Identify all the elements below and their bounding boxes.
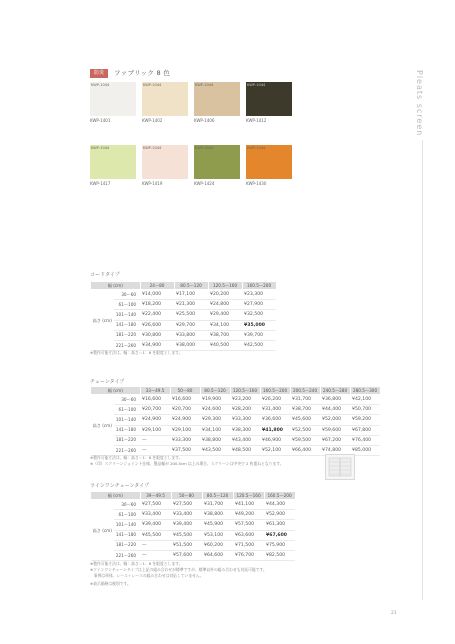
swatch-code: KWP-1406 (194, 118, 215, 123)
price-cell: — (140, 540, 171, 550)
price-cell: ¥29,100 (170, 425, 200, 435)
width-column-header: 240.5〜280 (320, 387, 350, 395)
price-cell: ¥29,100 (140, 425, 170, 435)
price-cell: ¥26,200 (260, 395, 290, 405)
price-cell: ¥39,700 (242, 330, 276, 340)
fabric-swatch (142, 82, 188, 123)
price-cell: ¥27,900 (242, 300, 276, 310)
cord-note: ※製作可能寸法は、幅：高さ＝1：6 を限度とします。 (90, 350, 183, 355)
fabric-swatch (90, 82, 136, 123)
price-cell: ¥49,200 (233, 510, 264, 520)
price-cell: ¥41,800 (260, 425, 290, 435)
height-range: 101〜140 (114, 415, 140, 425)
price-cell: ¥24,800 (208, 300, 242, 310)
price-cell: ¥52,000 (320, 415, 350, 425)
table-row (91, 300, 277, 310)
table-row (91, 510, 296, 520)
price-cell: ¥76,700 (233, 550, 264, 560)
table-row (91, 330, 277, 340)
price-cell: ¥31,700 (290, 395, 320, 405)
swatch-top-code: KWP-1044 (143, 83, 162, 87)
price-cell: ¥42,500 (242, 340, 276, 350)
price-cell: ¥42,100 (350, 395, 380, 405)
swatch-top-code: KWP-1044 (143, 146, 162, 150)
price-cell: ¥36,600 (260, 415, 290, 425)
swatch-top-code: KWP-1044 (195, 83, 214, 87)
swatch-top-code: KWP-1044 (91, 83, 110, 87)
price-cell: ¥57,500 (233, 520, 264, 530)
chain-note-2: ※（印）スクリーンジョイント仕様、製品幅が 200.5cm 以上の場合、スクリーンは中央で 2 枚重ねとなります。 (90, 461, 284, 466)
swatch-code: KWP-1419 (142, 181, 163, 186)
price-cell: ¥51,500 (171, 540, 202, 550)
price-cell: ¥29,700 (174, 320, 208, 330)
price-cell: ¥53,100 (202, 530, 233, 540)
height-range: 181〜220 (114, 435, 140, 445)
width-column-header: 50〜80 (170, 387, 200, 395)
fire-retardant-tag: 防炎 (90, 69, 108, 78)
price-cell: — (140, 435, 170, 445)
fabric-swatch (142, 145, 188, 186)
price-cell: ¥32,500 (242, 310, 276, 320)
height-range: 30〜60 (114, 395, 140, 405)
height-range: 101〜140 (114, 520, 140, 530)
price-cell: ¥16,600 (140, 395, 170, 405)
price-cell: ¥34,100 (200, 425, 230, 435)
screen-joint-diagram (325, 454, 355, 480)
price-cell: ¥16,600 (170, 395, 200, 405)
price-cell: ¥59,200 (350, 415, 380, 425)
table-row (91, 405, 381, 415)
price-cell: ¥30,800 (140, 330, 174, 340)
height-label: 高さ (cm) (91, 500, 114, 561)
price-cell: ¥67,600 (264, 530, 295, 540)
table-row (91, 320, 277, 330)
price-cell: ¥66,400 (290, 445, 320, 455)
fabric-swatch (246, 145, 292, 186)
price-cell: ¥38,000 (174, 340, 208, 350)
width-column-header: 120.5〜160 (208, 282, 242, 290)
table-row (91, 290, 277, 300)
price-cell: ¥45,600 (290, 415, 320, 425)
height-label: 高さ (cm) (91, 290, 114, 351)
side-divider (422, 140, 423, 600)
price-cell: ¥24,900 (170, 415, 200, 425)
height-range: 141〜180 (114, 320, 140, 330)
price-cell: ¥24,600 (200, 405, 230, 415)
width-column-header: 80.5〜120 (200, 387, 230, 395)
price-cell: ¥28,200 (230, 405, 260, 415)
table-row (91, 530, 296, 540)
width-column-header: 39〜49.5 (140, 492, 171, 500)
table-row (91, 310, 277, 320)
twin-note-4: ※表示価格は税別です。 (90, 581, 131, 586)
height-range: 181〜220 (114, 540, 140, 550)
price-cell: ¥38,800 (202, 510, 233, 520)
price-cell: ¥45,900 (202, 520, 233, 530)
height-range: 61〜100 (114, 510, 140, 520)
price-cell: ¥45,500 (171, 530, 202, 540)
width-column-header: 160.5〜200 (264, 492, 295, 500)
height-range: 141〜180 (114, 425, 140, 435)
swatch-code: KWP-1412 (246, 118, 267, 123)
swatch-code: KWP-1417 (90, 181, 111, 186)
price-cell: ¥45,500 (140, 530, 171, 540)
price-cell: ¥22,400 (140, 310, 174, 320)
price-cell: ¥67,200 (320, 435, 350, 445)
price-cell: ¥29,300 (200, 415, 230, 425)
price-cell: ¥14,000 (140, 290, 174, 300)
price-cell: ¥33,300 (170, 435, 200, 445)
height-range: 141〜180 (114, 530, 140, 540)
side-title (415, 70, 435, 170)
price-cell: ¥33,300 (230, 415, 260, 425)
height-range: 101〜140 (114, 310, 140, 320)
price-cell: ¥38,700 (208, 330, 242, 340)
table-row (91, 500, 296, 510)
price-cell: ¥50,700 (350, 405, 380, 415)
height-range: 61〜100 (114, 405, 140, 415)
price-cell: ¥60,200 (202, 540, 233, 550)
height-range: 221〜260 (114, 340, 140, 350)
table-row (91, 395, 381, 405)
height-label: 高さ (cm) (91, 395, 114, 456)
price-cell: ¥40,500 (208, 340, 242, 350)
price-cell: ¥76,400 (350, 435, 380, 445)
table-row (91, 550, 296, 560)
fabric-title: ファブリック 8 色 (114, 69, 171, 77)
price-cell: ¥46,900 (260, 435, 290, 445)
width-header: 幅 (cm) (91, 387, 141, 395)
swatch-top-code: KWP-1044 (247, 146, 266, 150)
chain-price-table (90, 386, 381, 456)
width-column-header: 33〜49.5 (140, 387, 170, 395)
price-cell: ¥52,900 (264, 510, 295, 520)
price-cell: ¥48,500 (230, 445, 260, 455)
price-cell: ¥64,600 (202, 550, 233, 560)
twin-note-2: ※ツインワンチェーンタイプは上記の組み合わせが標準ですが、標準以外の組み合わせも対応可能です。 (90, 567, 267, 572)
width-column-header: 120.5〜160 (230, 387, 260, 395)
price-cell: ¥43,400 (230, 435, 260, 445)
price-cell: ¥33,400 (140, 510, 171, 520)
price-cell: ¥38,700 (290, 405, 320, 415)
swatch-top-code: KWP-1044 (91, 146, 110, 150)
chain-section-title: チェーンタイプ (90, 379, 125, 385)
chain-note-1: ※製作可能寸法は、幅：高さ＝1：6 を限度とします。 (90, 455, 183, 460)
fabric-swatch (194, 82, 240, 123)
twin-note-3: 事例は単体、レース＋レースの組み合わせは対応していません。 (90, 573, 204, 578)
price-cell: ¥59,600 (320, 425, 350, 435)
side-title-text: Pleats screen (415, 70, 424, 137)
width-column-header: 80.5〜120 (174, 282, 208, 290)
price-cell: ¥26,600 (140, 320, 174, 330)
price-cell: ¥20,700 (140, 405, 170, 415)
twin-note-1: ※製作可能寸法は、幅：高さ＝1：6 を限度とします。 (90, 561, 183, 566)
price-cell: ¥85,000 (350, 445, 380, 455)
price-cell: ¥37,500 (170, 445, 200, 455)
cord-section-title: コードタイプ (90, 272, 120, 278)
price-cell: ¥44,400 (320, 405, 350, 415)
height-range: 30〜60 (114, 500, 140, 510)
price-cell: ¥33,800 (174, 330, 208, 340)
price-cell: ¥52,100 (260, 445, 290, 455)
fabric-swatch (90, 145, 136, 186)
twin-section-title: ツインワンチェーンタイプ (90, 483, 150, 489)
table-row (91, 435, 381, 445)
price-cell: — (140, 445, 170, 455)
width-header: 幅 (cm) (91, 492, 141, 500)
price-cell: ¥34,100 (208, 320, 242, 330)
price-cell: ¥20,700 (170, 405, 200, 415)
price-cell: ¥38,300 (230, 425, 260, 435)
price-cell: ¥33,400 (171, 510, 202, 520)
height-range: 221〜260 (114, 550, 140, 560)
page-number: 21 (391, 611, 397, 616)
price-cell: ¥71,500 (233, 540, 264, 550)
price-cell: ¥41,100 (233, 500, 264, 510)
price-cell: ¥18,200 (140, 300, 174, 310)
swatch-top-code: KWP-1044 (247, 83, 266, 87)
height-range: 61〜100 (114, 300, 140, 310)
price-cell: ¥44,300 (264, 500, 295, 510)
price-cell: ¥23,200 (230, 395, 260, 405)
price-cell: ¥61,300 (264, 520, 295, 530)
price-cell: ¥21,300 (174, 300, 208, 310)
width-column-header: 160.5〜200 (260, 387, 290, 395)
price-cell: ¥38,800 (200, 435, 230, 445)
price-cell: ¥75,900 (264, 540, 295, 550)
width-column-header: 200.5〜240 (290, 387, 320, 395)
height-range: 181〜220 (114, 330, 140, 340)
price-cell: ¥63,600 (233, 530, 264, 540)
price-cell: ¥19,900 (200, 395, 230, 405)
price-cell: ¥43,500 (200, 445, 230, 455)
price-cell: ¥29,400 (208, 310, 242, 320)
twin-price-table (90, 491, 296, 561)
table-row (91, 540, 296, 550)
swatch-code: KWP-1430 (246, 181, 267, 186)
table-row (91, 415, 381, 425)
swatch-top-code: KWP-1044 (195, 146, 214, 150)
price-cell: ¥39,400 (171, 520, 202, 530)
swatch-code: KWP-1402 (142, 118, 163, 123)
price-cell: ¥24,900 (140, 415, 170, 425)
table-row (91, 425, 381, 435)
width-column-header: 24〜80 (140, 282, 174, 290)
price-cell: ¥39,400 (140, 520, 171, 530)
price-cell: ¥31,400 (260, 405, 290, 415)
fabric-swatch (194, 145, 240, 186)
width-column-header: 120.5〜160 (233, 492, 264, 500)
height-range: 221〜260 (114, 445, 140, 455)
fabric-swatch (246, 82, 292, 123)
price-cell: ¥34,900 (140, 340, 174, 350)
price-cell: ¥31,700 (202, 500, 233, 510)
price-cell: ¥36,800 (320, 395, 350, 405)
price-cell: ¥59,500 (290, 435, 320, 445)
width-column-header: 50〜80 (171, 492, 202, 500)
swatch-code: KWP-1401 (90, 118, 111, 123)
price-cell: ¥52,500 (290, 425, 320, 435)
cord-price-table (90, 281, 277, 351)
price-cell: — (140, 550, 171, 560)
width-column-header: 280.5〜300 (350, 387, 380, 395)
price-cell: ¥57,600 (171, 550, 202, 560)
swatch-code: KWP-1424 (194, 181, 215, 186)
width-header: 幅 (cm) (91, 282, 141, 290)
price-cell: ¥74,800 (320, 445, 350, 455)
width-column-header: 80.5〜120 (202, 492, 233, 500)
price-cell: ¥25,500 (174, 310, 208, 320)
price-cell: ¥23,300 (242, 290, 276, 300)
table-row (91, 520, 296, 530)
height-range: 30〜60 (114, 290, 140, 300)
price-cell: ¥67,800 (350, 425, 380, 435)
price-cell: ¥17,100 (174, 290, 208, 300)
price-cell: ¥82,500 (264, 550, 295, 560)
width-column-header: 160.5〜200 (242, 282, 276, 290)
price-cell: ¥27,500 (140, 500, 171, 510)
price-cell: ¥27,500 (171, 500, 202, 510)
price-cell: ¥20,200 (208, 290, 242, 300)
price-cell: ¥35,000 (242, 320, 276, 330)
